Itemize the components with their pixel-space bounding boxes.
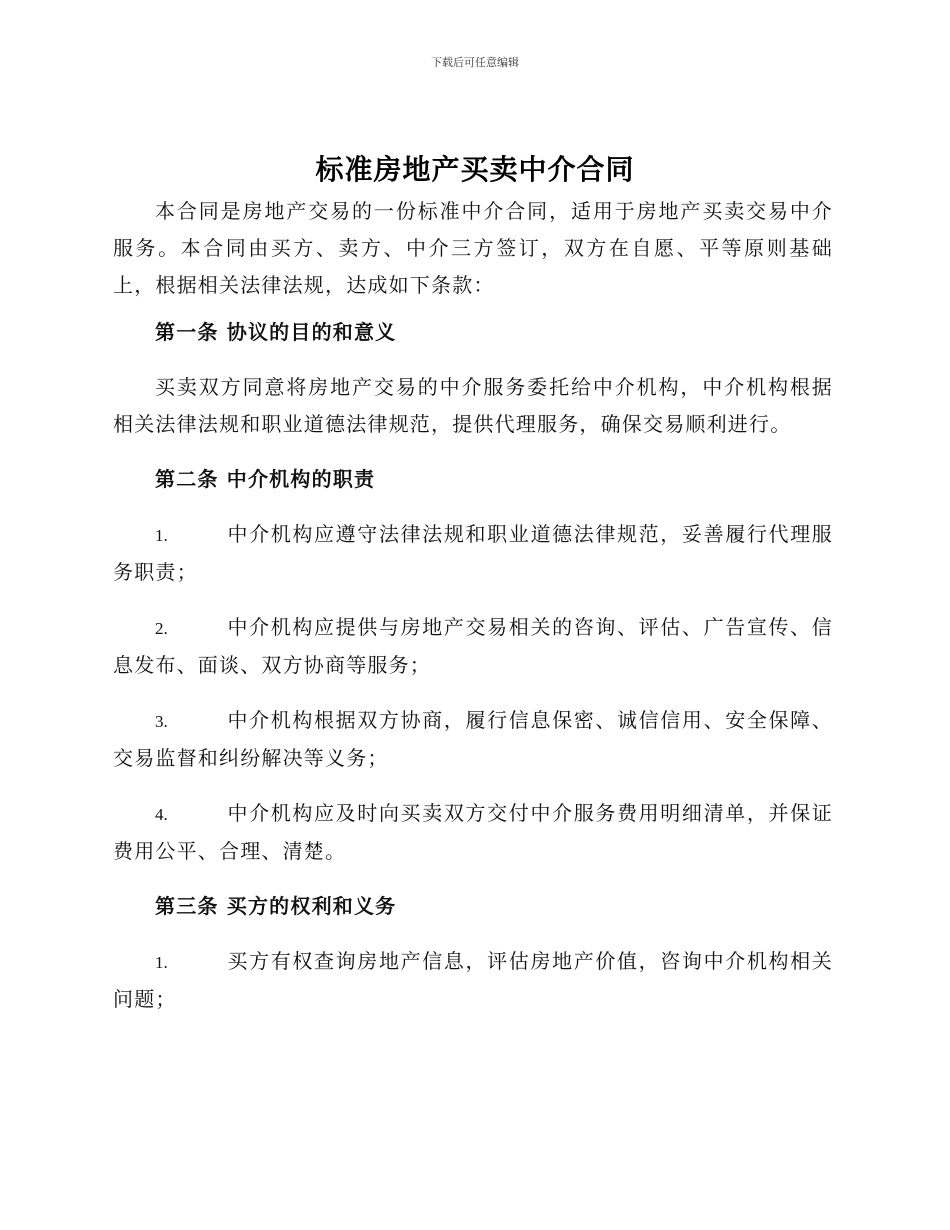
article-2-item	[113, 516, 833, 591]
item-text: 中介机构应及时向买卖双方交付中介服务费用明细清单，并保证费用公平、合理、清楚。	[113, 801, 833, 863]
article-2-heading: 第二条 中介机构的职责	[155, 467, 376, 491]
document-body	[113, 193, 833, 1018]
article-2-item	[113, 795, 833, 870]
intro-paragraph: 本合同是房地产交易的一份标准中介合同，适用于房地产买卖交易中介服务。本合同由买方、卖方、中介三方签订，双方在自愿、平等原则基础上，根据相关法律法规，达成如下条款：	[113, 199, 833, 297]
item-number: 1.	[155, 526, 168, 545]
item-number: 4.	[155, 805, 168, 824]
item-number: 2.	[155, 619, 168, 638]
article-1-heading: 第一条 协议的目的和意义	[155, 320, 397, 344]
header-note: 下载后可任意编辑	[431, 56, 519, 69]
item-text: 买方有权查询房地产信息，评估房地产价值，咨询中介机构相关问题；	[113, 949, 833, 1011]
article-1-body: 买卖双方同意将房地产交易的中介服务委托给中介机构，中介机构根据相关法律法规和职业道德法律规范，提供代理服务，确保交易顺利进行。	[113, 375, 833, 436]
document-title: 标准房地产买卖中介合同	[315, 153, 635, 186]
article-3-heading: 第三条 买方的权利和义务	[155, 894, 397, 918]
item-number: 3.	[155, 712, 168, 731]
article-3-item	[113, 943, 833, 1018]
article-2-item	[113, 702, 833, 777]
item-text: 中介机构根据双方协商，履行信息保密、诚信信用、安全保障、交易监督和纠纷解决等义务；	[113, 708, 833, 770]
item-number: 1.	[155, 953, 168, 972]
item-text: 中介机构应遵守法律法规和职业道德法律规范，妥善履行代理服务职责；	[113, 522, 833, 584]
article-2-item	[113, 609, 833, 684]
item-text: 中介机构应提供与房地产交易相关的咨询、评估、广告宣传、信息发布、面谈、双方协商等服务；	[113, 615, 833, 677]
